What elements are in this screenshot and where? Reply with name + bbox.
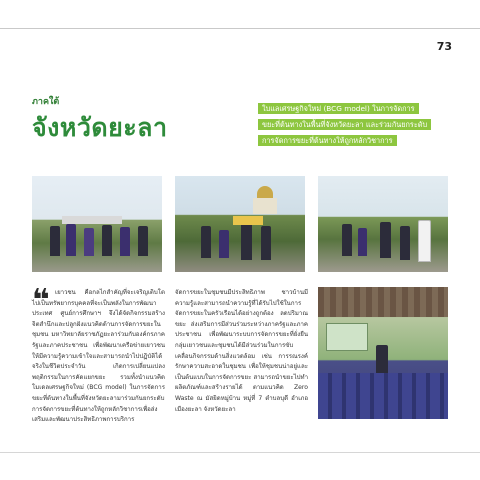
province-title: จังหวัดยะลา [32, 113, 168, 142]
tag-line-1: ใบแลเศรษฐกิจใหม่ (BCG model) ในการจัดการ [258, 103, 419, 114]
bottom-divider [0, 452, 480, 453]
photo-banner-parade [32, 176, 162, 272]
quote-mark-icon: ❝ [32, 283, 50, 318]
top-divider [0, 28, 480, 29]
tag-line-3: การจัดการขยะที่ต้นทางให้ถูกหลักวิชาการ [258, 135, 397, 146]
tag-line-2: ขยะที่ต้นทางในพื้นที่จังหวัดยะลา และร่วมกันยกระดับ [258, 119, 431, 130]
body-column-2: จัดการขยะในชุมชนมีประสิทธิภาพ ชาวบ้านมีความรู้และสามารถนำความรู้ที่ได้รับไปใช้ในการจัดการขยะในครัวเรือนได้อย่างถูกต้อง ลดปริมาณขยะ ส่งเสริมการมีส่วนร่วมระหว่างภาครัฐและภาคประชาชน เพื่อพัฒนาระบบการจัดการขยะที่ยั่งยืน กลุ่มเยาวชนและชุมชนได้มีส่วนร่วมในการขับเคลื่อนกิจกรรมด้านสิ่งแวดล้อม เช่น การรณรงค์รักษาความสะอาดในชุมชน เพื่อให้ชุมชนน่าอยู่และเป็นต้นแบบในการจัดการขยะ สามารถนำขยะไปทำผลิตภัณฑ์และสร้างรายได้ ตามแนวคิด Zero Waste ณ มัสยิดหมู่บ้าน หมู่ที่ 7 ตำบลบุดี อำเภอเมืองยะลา จังหวัดยะลา [175, 289, 308, 413]
photo-roadside-cleanup [318, 176, 448, 272]
photo-mosque-walk [175, 176, 305, 272]
body-column-1 [32, 283, 165, 426]
region-label: ภาคใต้ [32, 97, 60, 107]
body-column-1-text: เยาวชน คือกลไกสำคัญที่จะเจริญเติบโตไปเป็นทรัพยากรบุคคลที่จะเป็นพลังในการพัฒนาประเทศ ศูนย์การศึกษาฯ จึงได้จัดกิจกรรมสร้างจิตสำนึกและปลูกฝังแนวคิดด้านการจัดการขยะในชุมชน มหาวิทยาลัยราชภัฏยะลาร่วมกับองค์กรภาครัฐและภาคประชาชน เพื่อพัฒนาเครือข่ายเยาวชนให้มีความรู้ความเข้าใจและสามารถนำไปปฏิบัติได้จริงในชีวิตประจำวัน เกิดการเปลี่ยนแปลงพฤติกรรมในการคัดแยกขยะ รวมทั้งนำแนวคิด โมเดลเศรษฐกิจใหม่ (BCG model) ในการจัดการขยะที่ต้นทางในพื้นที่จังหวัดยะลามาร่วมกันยกระดับการจัดการขยะที่ต้นทางให้ถูกหลักวิชาการเพื่อส่งเสริมและพัฒนาประสิทธิภาพการบริการ [32, 289, 165, 424]
page-number: 73 [436, 40, 452, 53]
photo-classroom-meeting [318, 287, 448, 419]
